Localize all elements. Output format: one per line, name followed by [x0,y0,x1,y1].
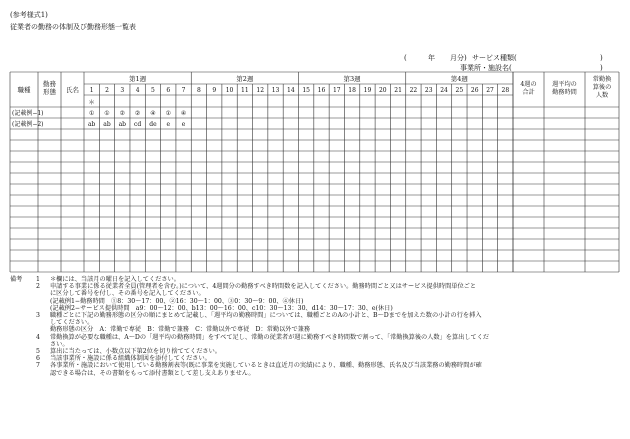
header-name: 氏名 [66,86,79,94]
year-label: 年 [428,54,435,62]
example-row-cell: ① [104,110,110,117]
reference-form-label: (参考様式1) [10,11,48,19]
header-total-2: 合計 [522,89,535,96]
day-number: 11 [241,87,249,94]
example-row-cell: ab [103,121,111,128]
example-row-cell: ab [118,121,127,128]
day-number: 14 [287,87,295,94]
day1-weekday-marker: ＊ [88,98,95,106]
note-line: 当該事業所・施設に係る組織体制図を添付してください。 [50,355,211,363]
header-fte-3: 人数 [595,92,609,99]
header-total-1: 4週の [520,81,537,88]
example-row-cell: ④ [180,110,187,117]
note-line: 認できる場合は、その書類をもって添付書類として差し支えありません。 [50,369,255,377]
header-work-form-2: 形態 [43,88,56,96]
day-number: 7 [181,87,186,94]
note-number: 3 [36,312,40,319]
note-number: 5 [36,348,40,355]
day-number: 5 [151,87,155,94]
facility-label: 事業所・施設名( [460,64,512,72]
facility-close: ) [600,64,603,72]
day-number: 16 [317,87,326,94]
note-line: に区分して番号を付し、その番号を記入してください。 [50,290,205,298]
example-row-cell: ② [119,110,125,117]
note-line: 算出に当たっては、小数点以下第2位を切り捨ててください。 [50,348,221,355]
example-row-cell: de [149,121,157,128]
day-number: 15 [302,87,310,94]
note-line: ＊欄には、当該月の曜日を記入してください。 [50,276,180,283]
day-number: 17 [332,87,341,94]
note-line: 職種ごとに下記の勤務形態の区分の順にまとめて記載し、「週平均の勤務時間」については、職種ごとのAの小計と、B〜Dまでを加えた数の小計の行を挿入 [50,312,482,319]
header-job: 職種 [17,86,31,94]
day-number: 1 [89,87,94,94]
note-line: 勤務形態の区分 A：常勤で専従 B：常勤で兼務 C：常勤以外で専従 D：常勤以外で兼務 [50,326,311,334]
example-row-cell: ② [134,110,141,117]
service-type-close: ) [600,54,603,62]
example-row-label: (記載例−2) [12,121,44,128]
note-line: 各事業所・施設において使用している勤務割表等(既に事業を実施しているときは直近月の実績)により、職種、勤務形態、氏名及び当該業務の勤務時間が確 [50,362,482,370]
example-row-cell: ① [165,110,171,117]
header-fte-1: 常勤換 [592,76,612,83]
day-number: 9 [212,87,217,94]
example-row-cell: ab [87,121,96,128]
header-fte-2: 算後の [592,84,612,91]
day-number: 19 [363,87,372,94]
day-number: 18 [348,87,356,94]
day-number: 2 [105,87,109,94]
note-number: 1 [36,276,40,283]
week-label: 第4週 [450,75,468,83]
note-line: 常勤換算が必要な職種は、A〜Dの「週平均の勤務時間」をすべて足し、常勤の従業者が週に勤務すべき時間数で割って、「常勤換算後の人数」を算出してくだ [50,333,490,341]
note-number: 4 [36,333,40,341]
day-number: 20 [378,87,387,94]
service-type-label: サービス種類( [472,54,517,62]
day-number: 12 [256,87,265,94]
example-row-cell: e [181,121,186,128]
note-line: (記載例2−サービス提供時間 a9：00〜12：00、b13：00〜16：00、c10：30〜13：30、d14：30〜17：30、e(休日) [50,304,393,312]
period-open: ( [404,54,407,62]
day-number: 23 [424,87,433,94]
day-number: 27 [486,87,494,94]
week-label: 第1週 [129,75,147,83]
day-number: 13 [271,87,280,94]
example-row-cell: e [166,121,171,128]
day-number: 21 [394,87,402,94]
day-number: 6 [166,87,171,94]
day-number: 28 [501,87,510,94]
day-number: 24 [440,87,448,94]
day-number: 26 [470,87,479,94]
example-row-cell: ④ [150,110,156,117]
note-line: 申請する事業に係る従業者全員(管理者を含む。)について、4週間分の勤務すべき時間数を記入してください。勤務時間ごと又はサービス提供時間単位ごと [50,283,477,291]
day-number: 10 [225,87,234,94]
day-number: 4 [135,87,140,94]
document-title: 従業者の勤務の体制及び勤務形態一覧表 [10,23,136,31]
day-number: 22 [409,87,418,94]
header-avg-1: 週平均の [552,81,577,88]
example-row-cell: cd [134,121,142,128]
week-label: 第2週 [236,75,254,83]
note-line: さい。 [50,340,69,348]
month-label: 月分) [450,54,467,62]
notes-prefix: 備考 [10,276,23,283]
day-number: 25 [455,87,464,94]
example-row-label: (記載例−1) [12,110,44,117]
header-avg-2: 勤務時間 [552,89,577,96]
day-number: 3 [120,87,125,94]
note-number: 2 [36,283,40,291]
header-work-form-1: 勤務 [43,80,56,88]
note-number: 6 [36,355,40,363]
note-line: (記載例1−勤務時間 ①8：30〜17：00、②16：30〜1：00、③0：30〜9：00、④休日) [50,297,304,305]
example-row-cell: ① [88,110,95,117]
note-number: 7 [36,362,40,370]
week-label: 第3週 [343,75,361,83]
note-line: してください。 [50,319,94,327]
day-number: 8 [196,87,201,94]
